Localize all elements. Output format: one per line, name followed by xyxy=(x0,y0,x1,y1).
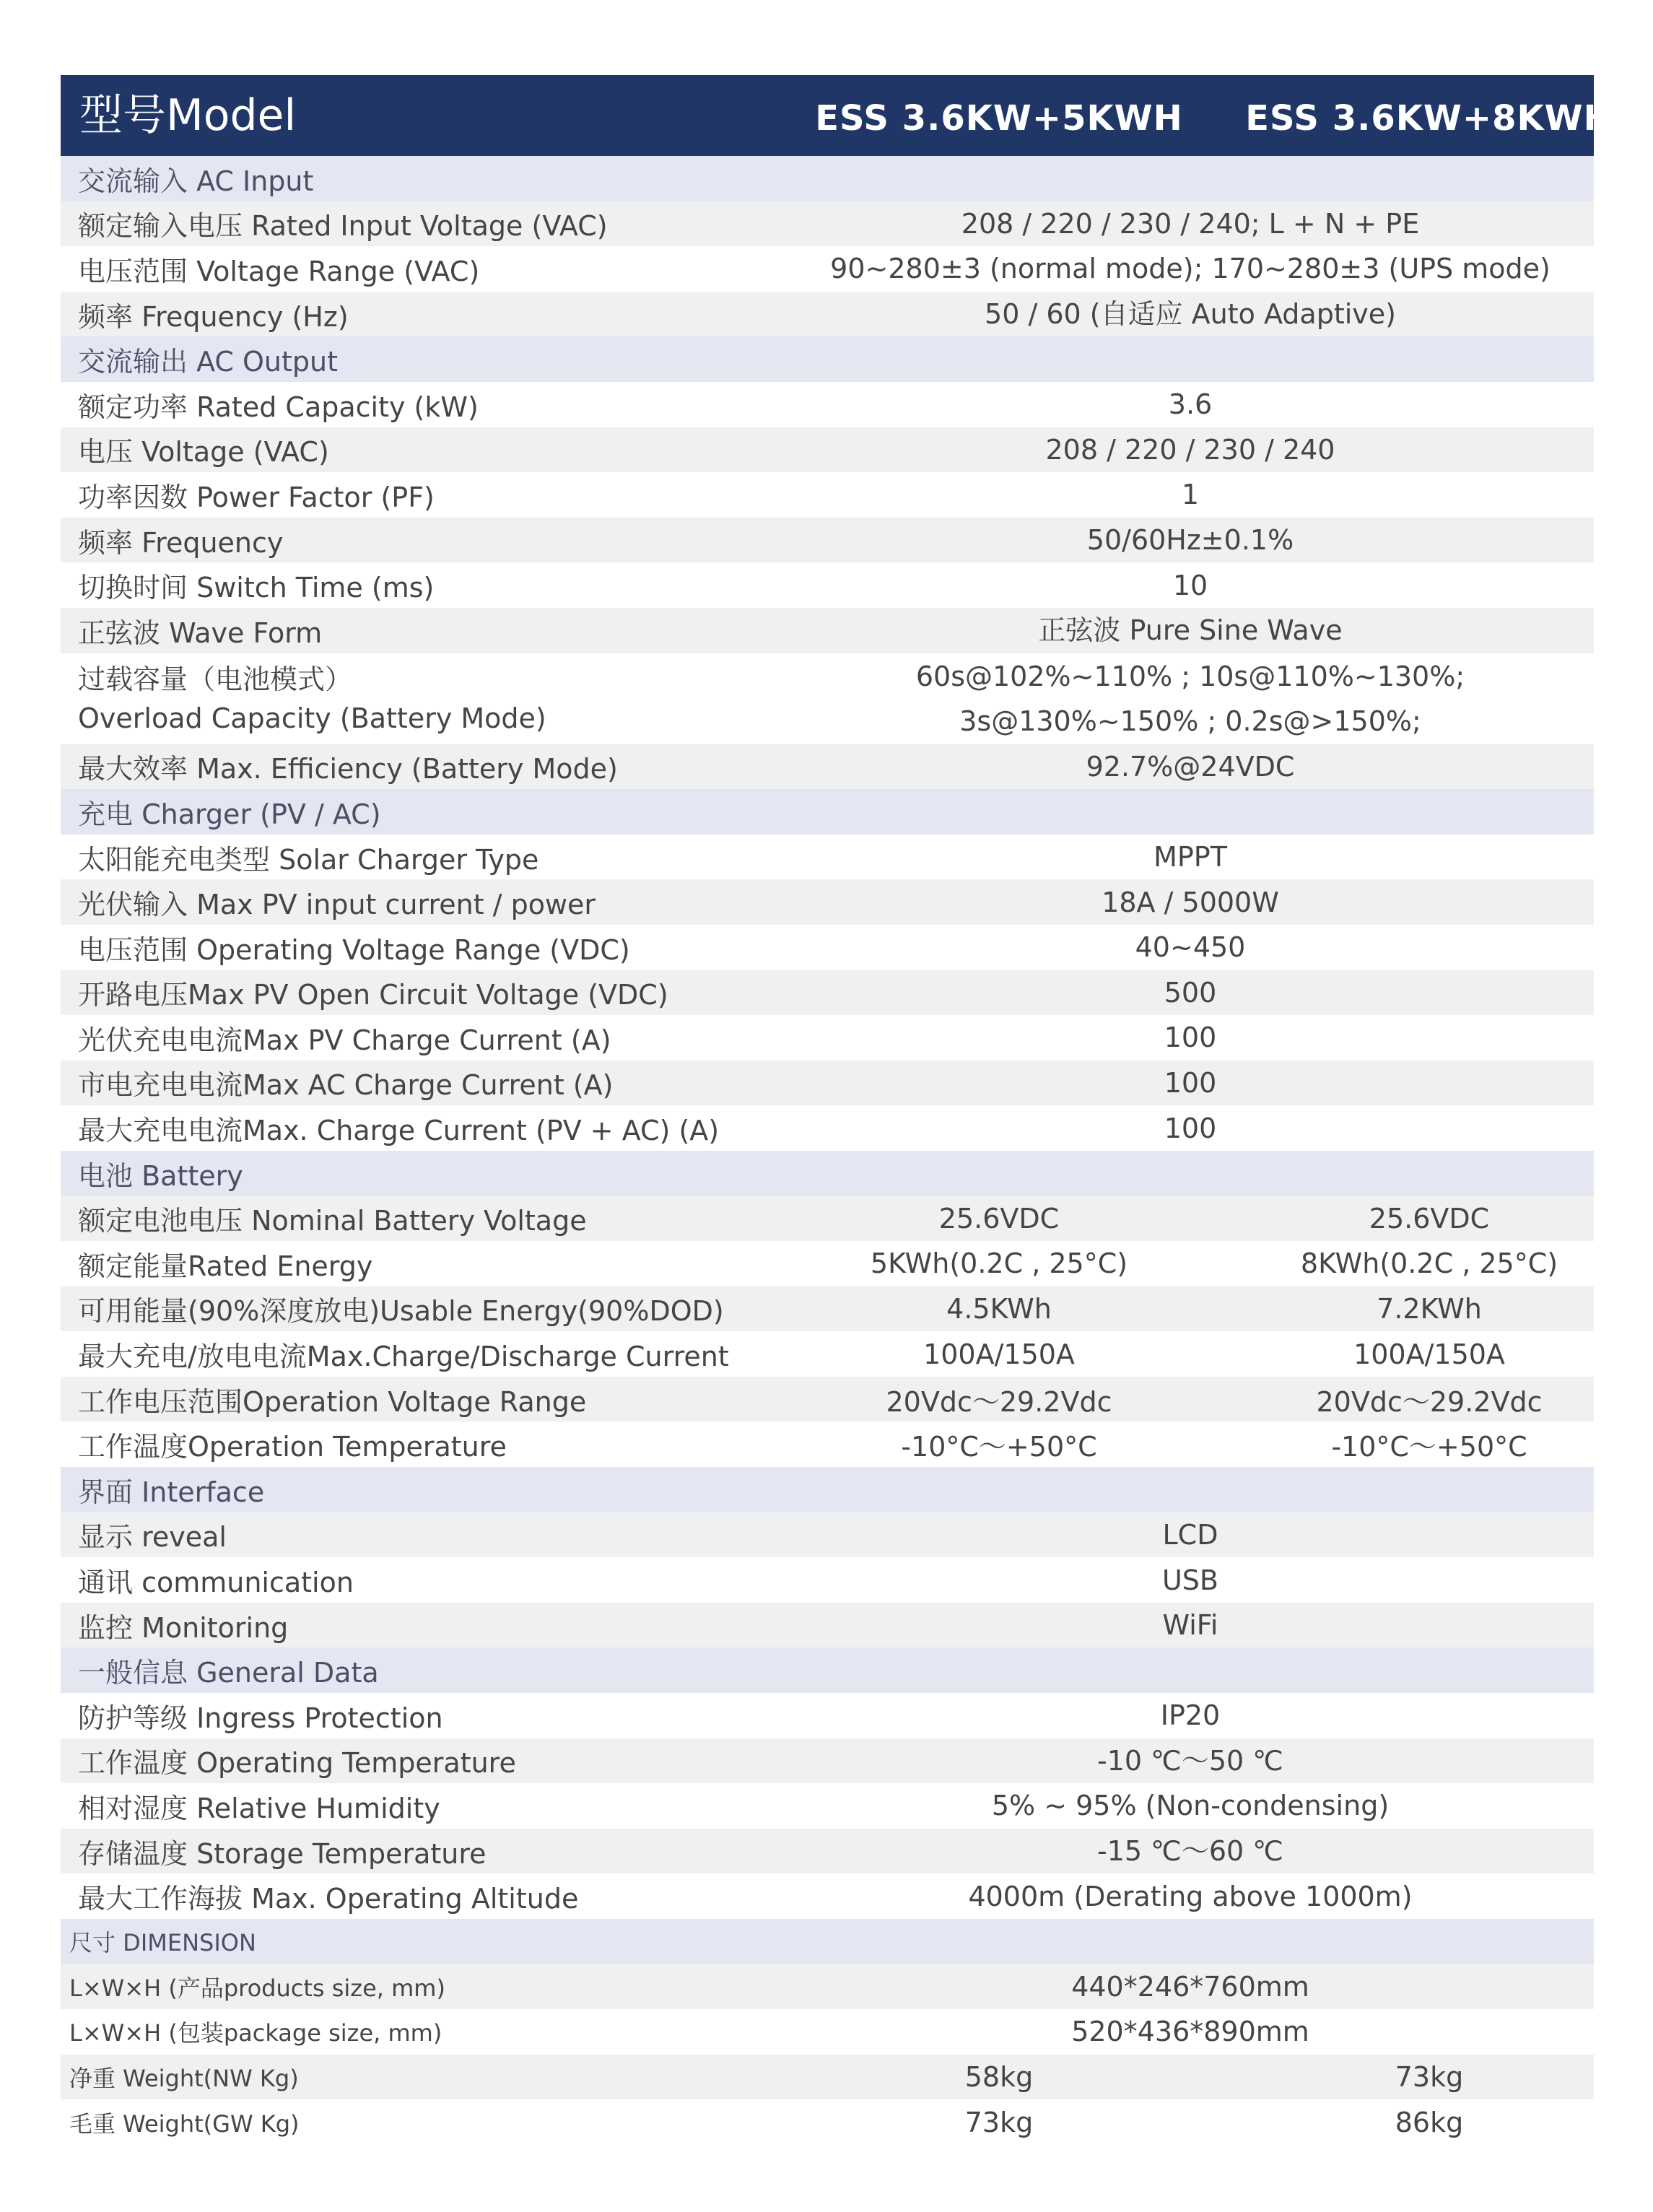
model-1-value: 58kg xyxy=(964,2061,1034,2094)
spec-label-text: L×W×H (产品products size, mm) xyxy=(69,1974,445,2002)
spec-sheet xyxy=(61,75,1613,2145)
spec-label xyxy=(78,382,479,427)
table-row xyxy=(61,472,1594,518)
spec-value xyxy=(804,201,1576,247)
spec-value xyxy=(804,2009,1576,2055)
spec-value-text: -10 ℃～50 ℃ xyxy=(1097,1744,1283,1777)
table-row xyxy=(61,246,1594,292)
model-2-value: 100A/150A xyxy=(1353,1338,1505,1370)
spec-label-text: 额定能量Rated Energy xyxy=(78,1250,373,1282)
spec-label-text: 防护等级 Ingress Protection xyxy=(78,1702,443,1734)
spec-label-text: 可用能量(90%深度放电)Usable Energy(90%DOD) xyxy=(78,1295,724,1328)
spec-value-text: -15 ℃～60 ℃ xyxy=(1097,1835,1283,1868)
spec-value xyxy=(804,653,1576,744)
model-2-header: ESS 3.6KW+8KWH xyxy=(1245,98,1613,139)
model-1-value: 20Vdc～29.2Vdc xyxy=(886,1385,1112,1418)
spec-label xyxy=(78,1286,724,1332)
table-row xyxy=(61,1061,1594,1106)
table-row xyxy=(61,1331,1594,1377)
table-row xyxy=(61,562,1594,608)
spec-label-text: 最大充电电流Max. Charge Current (PV + AC) (A) xyxy=(78,1115,720,1147)
model-1-value: 100A/150A xyxy=(923,1338,1075,1370)
spec-label xyxy=(78,1829,487,1874)
spec-label xyxy=(78,1015,611,1061)
spec-label-text: 额定输入电压 Rated Input Voltage (VAC) xyxy=(78,210,608,243)
spec-value-text: WiFi xyxy=(1162,1609,1218,1642)
spec-value-text: 10 xyxy=(1172,569,1208,601)
table-row xyxy=(61,1241,1594,1286)
spec-value-text: LCD xyxy=(1162,1518,1218,1551)
table-row xyxy=(61,382,1594,427)
spec-label-text: 工作温度Operation Temperature xyxy=(78,1431,507,1463)
spec-label-text: 光伏输入 Max PV input current / power xyxy=(78,889,596,921)
spec-label xyxy=(78,292,349,337)
spec-value-text: 100 xyxy=(1164,1066,1217,1099)
table-row xyxy=(61,835,1594,880)
model-header-label: 型号Model xyxy=(79,90,297,141)
spec-label-text: 额定功率 Rated Capacity (kW) xyxy=(78,391,479,423)
spec-label xyxy=(78,562,434,608)
spec-value xyxy=(804,835,1576,880)
section-header xyxy=(61,1919,1594,1964)
table-row xyxy=(61,518,1594,563)
spec-value xyxy=(804,970,1576,1016)
spec-value-text: 208 / 220 / 230 / 240 xyxy=(1045,433,1335,466)
spec-label xyxy=(78,201,608,247)
spec-value xyxy=(804,246,1576,292)
spec-label-text: 切换时间 Switch Time (ms) xyxy=(78,572,435,604)
spec-label-text-2: Overload Capacity (Battery Mode) xyxy=(78,702,546,734)
spec-label-text: 市电充电电流Max AC Charge Current (A) xyxy=(78,1069,614,1102)
spec-value xyxy=(804,562,1576,608)
spec-value xyxy=(804,1783,1576,1829)
table-row xyxy=(61,2055,1594,2100)
model-2-value: -10°C～+50°C xyxy=(1331,1431,1527,1463)
spec-label xyxy=(78,246,479,292)
section-header xyxy=(61,1151,1594,1196)
spec-value-text: 100 xyxy=(1164,1022,1217,1054)
section-title: 一般信息 General Data xyxy=(78,1657,379,1689)
spec-value xyxy=(804,1105,1576,1151)
spec-label-text: 过载容量（电池模式） xyxy=(78,663,353,695)
spec-label-text: 工作温度 Operating Temperature xyxy=(78,1747,516,1780)
spec-value-text: 5% ~ 95% (Non-condensing) xyxy=(991,1790,1390,1822)
model-2-value: 20Vdc～29.2Vdc xyxy=(1316,1385,1543,1418)
spec-label xyxy=(78,1196,587,1241)
spec-label xyxy=(78,1512,227,1558)
spec-value xyxy=(804,1829,1576,1874)
section-title: 电池 Battery xyxy=(78,1159,243,1192)
spec-label-text: 最大工作海拔 Max. Operating Altitude xyxy=(78,1883,579,1915)
table-row xyxy=(61,1829,1594,1874)
table-row xyxy=(61,292,1594,337)
spec-label xyxy=(78,427,329,473)
spec-value xyxy=(804,292,1576,337)
spec-value-text: USB xyxy=(1161,1564,1218,1596)
model-1-value: 25.6VDC xyxy=(938,1202,1060,1235)
spec-value xyxy=(804,382,1576,427)
spec-label xyxy=(78,1873,578,1919)
spec-label-text: 通讯 communication xyxy=(78,1567,354,1599)
spec-value-text: MPPT xyxy=(1153,841,1227,874)
spec-value xyxy=(804,608,1576,653)
spec-value-text: 18A / 5000W xyxy=(1102,886,1279,918)
spec-label xyxy=(78,1557,354,1603)
model-2-value: 86kg xyxy=(1395,2106,1464,2138)
table-row xyxy=(61,1738,1594,1784)
table-row xyxy=(61,1377,1594,1422)
spec-label-text: 最大充电/放电电流Max.Charge/Discharge Current xyxy=(78,1341,729,1373)
spec-value-text: 1 xyxy=(1181,479,1200,511)
spec-label xyxy=(69,2099,300,2145)
model-1-value: -10°C～+50°C xyxy=(901,1431,1097,1463)
spec-label xyxy=(78,879,596,925)
table-row xyxy=(61,1693,1594,1738)
spec-value xyxy=(804,1512,1576,1558)
spec-label-text: 工作电压范围Operation Voltage Range xyxy=(78,1385,587,1418)
spec-label-text: 电压范围 Operating Voltage Range (VDC) xyxy=(78,933,630,966)
spec-value xyxy=(804,1603,1576,1648)
spec-label-text: L×W×H (包装package size, mm) xyxy=(69,2019,442,2047)
table-row xyxy=(61,201,1594,247)
spec-label-text: 功率因数 Power Factor (PF) xyxy=(78,481,435,513)
spec-value xyxy=(804,1557,1576,1603)
spec-label xyxy=(78,970,668,1016)
table-row xyxy=(61,1964,1594,2010)
model-1-value: 4.5KWh xyxy=(946,1292,1052,1325)
section-title: 尺寸 DIMENSION xyxy=(69,1929,256,1957)
spec-label xyxy=(78,1377,586,1422)
table-row xyxy=(61,1512,1594,1558)
table-row xyxy=(61,1015,1594,1061)
spec-table-body xyxy=(61,156,1594,2145)
spec-label-text: 正弦波 Wave Form xyxy=(78,617,323,649)
spec-value xyxy=(804,925,1576,970)
spec-value-text: 3.6 xyxy=(1168,388,1213,421)
spec-value xyxy=(804,427,1576,473)
table-row xyxy=(61,1783,1594,1829)
table-row xyxy=(61,1557,1594,1603)
spec-label xyxy=(78,1331,729,1377)
spec-value-text: IP20 xyxy=(1160,1699,1221,1732)
model-2-value: 73kg xyxy=(1395,2061,1464,2094)
spec-label xyxy=(78,744,618,790)
section-header xyxy=(61,1467,1594,1512)
spec-label xyxy=(78,653,546,744)
spec-label xyxy=(78,1241,372,1286)
spec-label xyxy=(78,835,538,880)
spec-label xyxy=(78,472,435,518)
table-row xyxy=(61,744,1594,790)
spec-label xyxy=(78,1105,719,1151)
section-title: 交流输入 AC Input xyxy=(78,165,314,197)
model-2-value: 7.2KWh xyxy=(1377,1292,1482,1325)
spec-value-text: 500 xyxy=(1164,976,1217,1009)
spec-value xyxy=(804,744,1576,790)
spec-value xyxy=(804,1693,1576,1738)
spec-label xyxy=(78,1738,516,1784)
model-1-value: 5KWh(0.2C , 25°C) xyxy=(870,1247,1128,1280)
spec-label xyxy=(78,1421,507,1467)
table-row xyxy=(61,1286,1594,1332)
model-1-header: ESS 3.6KW+5KWH xyxy=(815,98,1183,139)
spec-value-text: 100 xyxy=(1164,1112,1217,1144)
spec-value xyxy=(804,472,1576,518)
spec-value-text: 520*436*890mm xyxy=(1071,2016,1309,2048)
table-row xyxy=(61,1603,1594,1648)
spec-label xyxy=(69,1964,445,2010)
section-title: 交流输出 AC Output xyxy=(78,346,339,378)
spec-value xyxy=(804,879,1576,925)
table-row xyxy=(61,2099,1594,2145)
spec-value-text: 208 / 220 / 230 / 240; L + N + PE xyxy=(961,207,1420,240)
spec-label xyxy=(78,1603,288,1648)
spec-value xyxy=(804,1964,1576,2010)
spec-label-text: 太阳能充电类型 Solar Charger Type xyxy=(78,843,539,876)
table-row xyxy=(61,427,1594,473)
spec-value-text: 440*246*760mm xyxy=(1071,1970,1309,2003)
section-header xyxy=(61,156,1594,201)
section-header xyxy=(61,789,1594,835)
table-row xyxy=(61,1421,1594,1467)
spec-value xyxy=(804,1061,1576,1106)
spec-label-text: 开路电压Max PV Open Circuit Voltage (VDC) xyxy=(78,979,668,1011)
section-title: 界面 Interface xyxy=(78,1476,265,1508)
spec-value xyxy=(804,1015,1576,1061)
table-row xyxy=(61,653,1594,744)
spec-value-text: 90~280±3 (normal mode); 170~280±3 (UPS mode) xyxy=(830,253,1550,285)
spec-label-text: 净重 Weight(NW Kg) xyxy=(69,2065,299,2093)
spec-value-text-2: 3s@130%~150% ; 0.2s@>150%; xyxy=(959,705,1421,737)
table-row xyxy=(61,2009,1594,2055)
spec-label-text: 频率 Frequency (Hz) xyxy=(78,300,349,333)
spec-value xyxy=(804,1873,1576,1919)
table-row xyxy=(61,1196,1594,1241)
spec-value-text: 92.7%@24VDC xyxy=(1086,750,1295,783)
table-row xyxy=(61,608,1594,653)
spec-label-text: 毛重 Weight(GW Kg) xyxy=(69,2109,300,2138)
table-row xyxy=(61,970,1594,1016)
spec-label-text: 监控 Monitoring xyxy=(78,1611,289,1644)
spec-label xyxy=(78,1783,440,1829)
spec-label-text: 频率 Frequency xyxy=(78,526,284,559)
table-row xyxy=(61,879,1594,925)
spec-value-text: 50 / 60 (自适应 Auto Adaptive) xyxy=(985,298,1396,331)
spec-label xyxy=(78,608,322,653)
table-row xyxy=(61,925,1594,970)
spec-label-text: 额定电池电压 Nominal Battery Voltage xyxy=(78,1205,587,1237)
table-row xyxy=(61,1105,1594,1151)
section-title: 充电 Charger (PV / AC) xyxy=(78,798,381,830)
spec-label xyxy=(69,2055,299,2100)
spec-value-text: 60s@102%~110% ; 10s@110%~130%; xyxy=(915,660,1465,692)
spec-label xyxy=(69,2009,442,2055)
spec-value-text: 正弦波 Pure Sine Wave xyxy=(1038,614,1343,647)
model-2-value: 25.6VDC xyxy=(1369,1202,1490,1235)
spec-value xyxy=(804,518,1576,563)
spec-value-text: 4000m (Derating above 1000m) xyxy=(968,1880,1413,1912)
spec-label-text: 电压范围 Voltage Range (VAC) xyxy=(78,255,480,287)
model-2-value: 8KWh(0.2C , 25°C) xyxy=(1300,1247,1558,1280)
table-header xyxy=(61,75,1613,156)
spec-label xyxy=(78,925,630,970)
spec-value-text: 40~450 xyxy=(1135,931,1246,964)
model-1-value: 73kg xyxy=(964,2106,1034,2138)
spec-label-text: 电压 Voltage (VAC) xyxy=(78,436,329,469)
spec-label xyxy=(78,1693,443,1738)
spec-value-text: 50/60Hz±0.1% xyxy=(1086,524,1294,557)
table-row xyxy=(61,1873,1594,1919)
spec-label-text: 显示 reveal xyxy=(78,1521,227,1554)
section-header xyxy=(61,336,1594,382)
spec-label-text: 光伏充电电流Max PV Charge Current (A) xyxy=(78,1024,611,1056)
spec-label-text: 相对湿度 Relative Humidity xyxy=(78,1792,440,1824)
spec-label-text: 最大效率 Max. Efficiency (Battery Mode) xyxy=(78,753,618,785)
spec-value xyxy=(804,1738,1576,1784)
spec-label xyxy=(78,1061,613,1106)
spec-label xyxy=(78,518,283,563)
section-header xyxy=(61,1647,1594,1693)
spec-label-text: 存储温度 Storage Temperature xyxy=(78,1837,487,1870)
